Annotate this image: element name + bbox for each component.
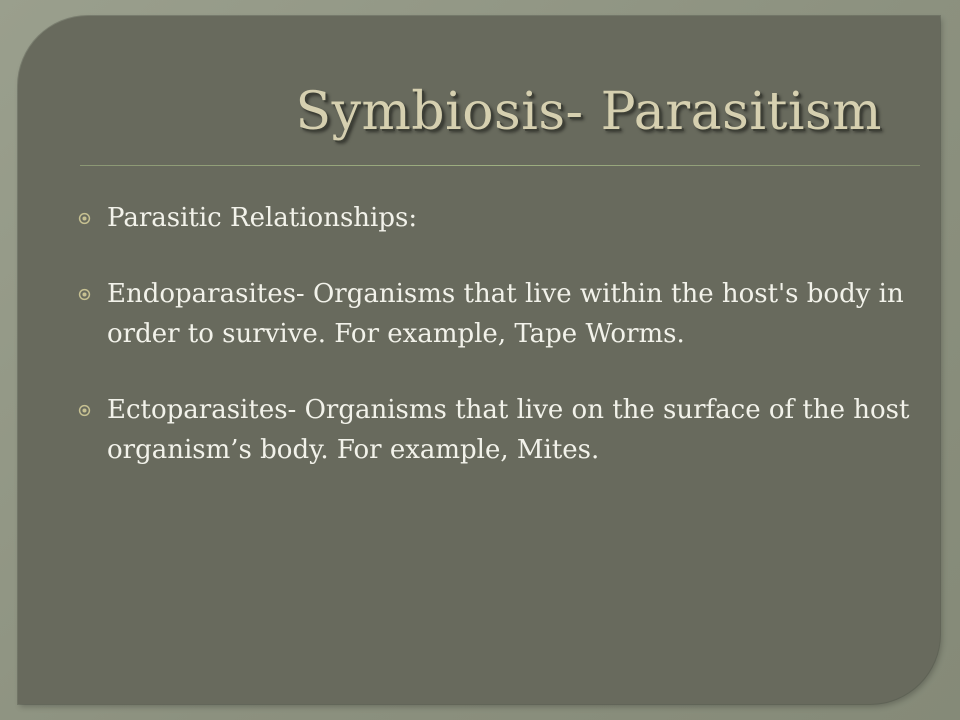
- title-divider: [80, 165, 920, 166]
- bullet-list: [78, 198, 918, 506]
- slide-content-panel: [18, 16, 940, 704]
- bullet-item-endoparasites: [78, 274, 918, 354]
- bullet-text: Endoparasites- Organisms that live within the host's body in order to survive. For example, Tape Worms.: [107, 279, 904, 349]
- bullet-item-parasitic-relationships: [78, 198, 918, 238]
- circled-dot-icon: [78, 212, 91, 225]
- bullet-text: Parasitic Relationships:: [107, 203, 418, 233]
- bullet-item-ectoparasites: [78, 390, 918, 470]
- bullet-text: Ectoparasites- Organisms that live on the surface of the host organism’s body. For example, Mites.: [107, 395, 910, 465]
- circled-dot-icon: [78, 404, 91, 417]
- slide-title: Symbiosis- Parasitism: [295, 82, 882, 142]
- circled-dot-icon: [78, 288, 91, 301]
